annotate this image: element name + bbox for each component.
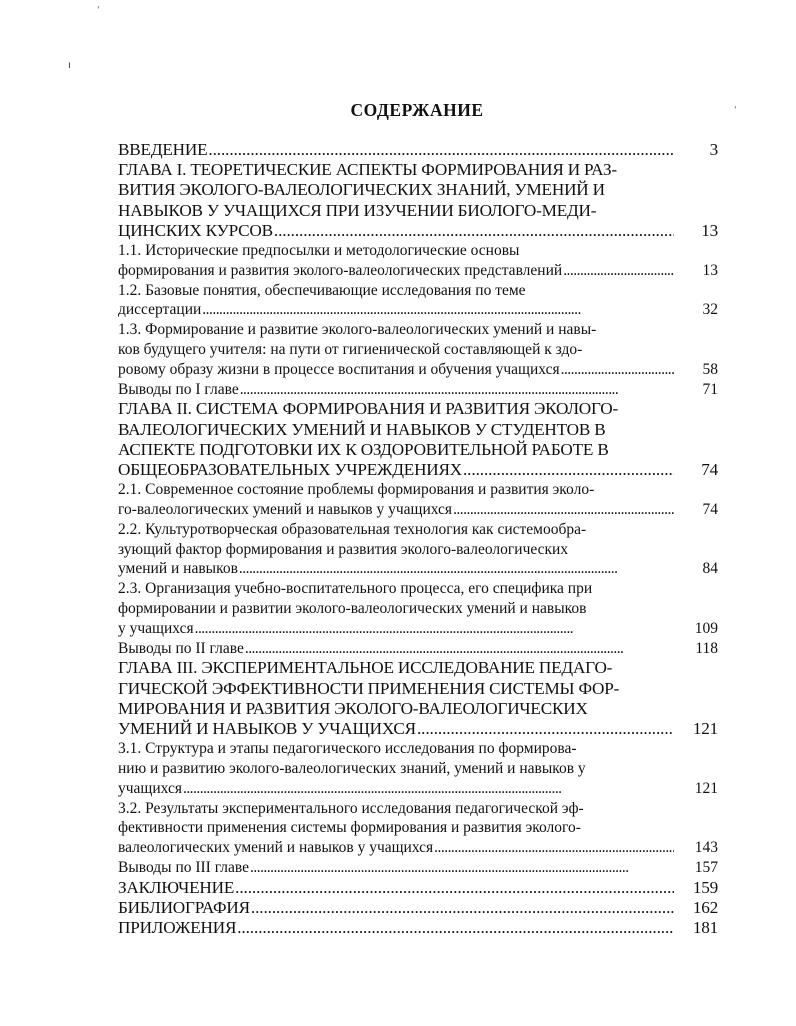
toc-entry-line: [118, 540, 674, 560]
toc-entry-line: [118, 399, 674, 419]
toc-entry-line: [118, 261, 674, 281]
toc-entry-line-text: ОБЩЕОБРАЗОВАТЕЛЬНЫХ УЧРЕЖДЕНИЯХ: [118, 460, 462, 479]
dot-leader: [561, 360, 674, 380]
toc-page-number: 32: [702, 301, 718, 319]
toc-entry-line-text: ГИЧЕСКОЙ ЭФФЕКТИВНОСТИ ПРИМЕНЕНИЯ СИСТЕМЫ ФОР-: [118, 678, 620, 698]
toc-entry[interactable]: [118, 140, 718, 160]
toc-entry-line-text: 1.2. Базовые понятия, обеспечивающие исследования по теме: [118, 281, 526, 299]
toc-entry[interactable]: [118, 160, 718, 241]
toc-entry-line: [118, 480, 674, 500]
toc-page-number: 3: [709, 140, 718, 159]
toc-entry-line: [118, 838, 674, 858]
dot-leader: [453, 500, 674, 520]
toc-entry-line-text: 3.2. Результаты экспериментального исследования педагогической эф-: [118, 799, 584, 817]
toc-page-number: 157: [694, 858, 718, 876]
toc-page-number: 121: [694, 779, 718, 797]
toc-entry-text: [118, 739, 674, 798]
toc-entry-line-text: ГЛАВА I. ТЕОРЕТИЧЕСКИЕ АСПЕКТЫ ФОРМИРОВАНИЯ И РАЗ-: [118, 160, 617, 180]
toc-entry-text: [118, 658, 674, 739]
toc-entry-line-text: диссертации: [118, 301, 202, 319]
dot-leader: [417, 719, 674, 739]
toc-entry-line-text: ГЛАВА III. ЭКСПЕРИМЕНТАЛЬНОЕ ИССЛЕДОВАНИЕ ПЕДАГО-: [118, 658, 613, 678]
toc-entry-line-text: го-валеологических умений и навыков у учащихся: [118, 501, 453, 518]
toc-entry-line: [118, 799, 674, 819]
toc-entry-text: [118, 858, 674, 878]
dot-leader: [239, 559, 674, 579]
toc-page-number: 74: [702, 501, 718, 518]
dot-leader: [463, 460, 674, 480]
page-title: СОДЕРЖАНИЕ: [350, 100, 484, 120]
toc-entry-line: [118, 440, 674, 460]
dot-leader: [251, 898, 674, 918]
toc-entry-line-text: 3.1. Структура и этапы педагогического исследования по формирова-: [118, 740, 577, 758]
toc-entry[interactable]: [118, 399, 718, 480]
table-of-contents: [118, 140, 718, 938]
toc-entry-text: [118, 399, 674, 480]
toc-page-number: 143: [694, 839, 718, 857]
dot-leader: [208, 140, 674, 160]
toc-entry-line: [118, 281, 674, 301]
toc-entry-line: [118, 340, 674, 360]
toc-entry-line: [118, 898, 674, 918]
toc-entry-line: [118, 221, 674, 241]
dot-leader: [434, 838, 674, 858]
toc-entry-line-text: Выводы по II главе: [118, 639, 244, 657]
dot-leader: [237, 918, 674, 938]
toc-entry-line-text: ровому образу жизни в процессе воспитания и обучения учащихся: [118, 360, 560, 378]
toc-entry-line-text: валеологических умений и навыков у учащихся: [118, 839, 434, 857]
toc-entry-text: [118, 241, 674, 281]
toc-entry-line-text: ЗАКЛЮЧЕНИЕ: [118, 877, 235, 897]
toc-entry-line: [118, 559, 674, 579]
toc-entry-text: [118, 799, 674, 858]
toc-entry-line-text: умений и навыков: [118, 560, 238, 578]
toc-entry-text: [118, 140, 674, 160]
toc-entry-line: [118, 460, 674, 480]
toc-entry-line: [118, 739, 674, 759]
toc-entry[interactable]: [118, 878, 718, 898]
dot-leader: [274, 221, 674, 241]
toc-entry-text: [118, 898, 674, 918]
toc-entry-line: [118, 160, 674, 180]
dot-leader: [245, 639, 674, 659]
toc-entry-line: [118, 201, 674, 221]
toc-entry-line-text: УМЕНИЙ И НАВЫКОВ У УЧАЩИХСЯ: [118, 718, 416, 738]
toc-entry-text: [118, 320, 674, 379]
toc-entry[interactable]: [118, 739, 718, 798]
toc-entry-line: [118, 420, 674, 440]
toc-entry-line: [118, 639, 674, 659]
toc-entry-text: [118, 160, 674, 241]
toc-entry-line: [118, 759, 674, 779]
toc-entry-line-text: 2.3. Организация учебно-воспитательного процесса, его специфика при: [118, 580, 593, 598]
toc-entry-line: [118, 180, 674, 200]
toc-entry-line: [118, 320, 674, 340]
toc-page-number: 162: [692, 897, 718, 917]
toc-entry-line: [118, 878, 674, 898]
toc-entry-line-text: НАВЫКОВ У УЧАЩИХСЯ ПРИ ИЗУЧЕНИИ БИОЛОГО-МЕДИ-: [118, 200, 597, 220]
toc-entry-text: [118, 918, 674, 938]
toc-entry-line: [118, 619, 674, 639]
toc-entry[interactable]: [118, 858, 718, 878]
toc-entry-line-text: ПРИЛОЖЕНИЯ: [118, 918, 237, 938]
toc-entry-line: [118, 779, 674, 799]
toc-entry-line-text: Выводы по III главе: [118, 858, 250, 876]
toc-entry[interactable]: [118, 639, 718, 659]
dot-leader: [195, 619, 674, 639]
toc-entry-line-text: фективности применения системы формирования и развития эколого-: [118, 819, 581, 837]
toc-entry-text: [118, 520, 674, 579]
scan-speck-mark: ˌ: [734, 100, 737, 110]
toc-entry-line-text: ГЛАВА II. СИСТЕМА ФОРМИРОВАНИЯ И РАЗВИТИЯ ЭКОЛОГО-: [118, 399, 619, 419]
toc-entry-line-text: зующий фактор формирования и развития эколого-валеологических: [118, 540, 569, 558]
toc-entry-line-text: БИБЛИОГРАФИЯ: [118, 897, 250, 917]
toc-page-number: 13: [701, 220, 718, 240]
toc-entry-line: [118, 241, 674, 261]
toc-entry-line-text: ков будущего учителя: на пути от гигиенической составляющей к здо-: [118, 341, 583, 358]
dot-leader: [240, 380, 674, 400]
toc-entry-line-text: 1.3. Формирование и развитие эколого-валеологических умений и навы-: [118, 321, 597, 339]
toc-entry-line-text: 1.1. Исторические предпосылки и методологические основы: [118, 242, 520, 260]
toc-entry-line: [118, 140, 674, 160]
toc-page-number: 159: [692, 877, 718, 897]
toc-entry-line-text: учащихся: [118, 779, 182, 797]
toc-entry-line-text: ВИТИЯ ЭКОЛОГО-ВАЛЕОЛОГИЧЕСКИХ ЗНАНИЙ, УМЕНИЙ И: [118, 180, 605, 200]
dot-leader: [235, 878, 674, 898]
toc-entry[interactable]: [118, 579, 718, 638]
toc-entry-line-text: Выводы по I главе: [118, 380, 239, 398]
toc-entry-line-text: нию и развитию эколого-валеологических знаний, умений и навыков у: [118, 759, 586, 777]
toc-page-number: 13: [702, 261, 718, 279]
toc-entry-line: [118, 918, 674, 938]
toc-entry-text: [118, 380, 674, 400]
toc-page-number: 71: [702, 380, 718, 398]
toc-entry[interactable]: [118, 520, 718, 579]
toc-entry-line: [118, 679, 674, 699]
toc-entry[interactable]: [118, 380, 718, 400]
toc-entry[interactable]: [118, 658, 718, 739]
toc-entry-line-text: формирования и развития эколого-валеологических представлений: [118, 261, 563, 279]
toc-entry-line-text: АСПЕКТЕ ПОДГОТОВКИ ИХ К ОЗДОРОВИТЕЛЬНОЙ РАБОТЕ В: [118, 439, 609, 459]
toc-entry-text: [118, 639, 674, 659]
toc-page-number: 58: [702, 360, 718, 378]
toc-entry-line-text: ВАЛЕОЛОГИЧЕСКИХ УМЕНИЙ И НАВЫКОВ У СТУДЕНТОВ В: [118, 419, 606, 439]
toc-entry-line: [118, 658, 674, 678]
toc-entry-line-text: 2.2. Культуротворческая образовательная технология как системообра-: [118, 520, 587, 538]
toc-page-number: 84: [702, 560, 718, 578]
toc-entry-text: [118, 579, 674, 638]
toc-entry-line-text: формировании и развитии эколого-валеологических умений и навыков: [118, 599, 587, 617]
toc-entry-line-text: 2.1. Современное состояние проблемы формирования и развития эколо-: [118, 481, 595, 499]
toc-entry[interactable]: [118, 918, 718, 938]
toc-entry-line: [118, 300, 674, 320]
toc-entry[interactable]: [118, 241, 718, 281]
toc-page-number: 181: [692, 918, 718, 938]
toc-entry-line: [118, 520, 674, 540]
toc-page-number: 109: [694, 619, 718, 637]
toc-entry[interactable]: [118, 799, 718, 858]
toc-entry-line: [118, 719, 674, 739]
toc-entry-text: [118, 480, 674, 520]
toc-entry-line: [118, 699, 674, 719]
toc-entry-line-text: у учащихся: [118, 619, 194, 637]
toc-entry[interactable]: [118, 898, 718, 918]
dot-leader: [183, 779, 674, 799]
toc-entry-line: [118, 500, 674, 520]
toc-entry-line-text: ВВЕДЕНИЕ: [118, 140, 208, 159]
dot-leader: [250, 858, 674, 878]
toc-entry-text: [118, 878, 674, 898]
toc-page-number: 74: [701, 460, 718, 479]
toc-entry-line: [118, 360, 674, 380]
toc-entry-line-text: МИРОВАНИЯ И РАЗВИТИЯ ЭКОЛОГО-ВАЛЕОЛОГИЧЕСКИХ: [118, 698, 588, 718]
scan-speck-mark: ˈ: [97, 6, 100, 16]
toc-entry-line: [118, 579, 674, 599]
toc-entry-text: [118, 281, 674, 321]
toc-page-number: 118: [695, 639, 718, 657]
dot-leader: [563, 261, 674, 281]
toc-page-number: 121: [692, 718, 718, 738]
toc-entry-line: [118, 380, 674, 400]
toc-entry[interactable]: [118, 480, 718, 520]
toc-entry[interactable]: [118, 281, 718, 321]
toc-entry-line: [118, 858, 674, 878]
toc-entry-line-text: ЦИНСКИХ КУРСОВ: [118, 220, 273, 240]
toc-entry-line: [118, 599, 674, 619]
scan-speck-mark: ı: [68, 60, 71, 71]
toc-entry[interactable]: [118, 320, 718, 379]
toc-entry-line: [118, 818, 674, 838]
dot-leader: [202, 300, 674, 320]
